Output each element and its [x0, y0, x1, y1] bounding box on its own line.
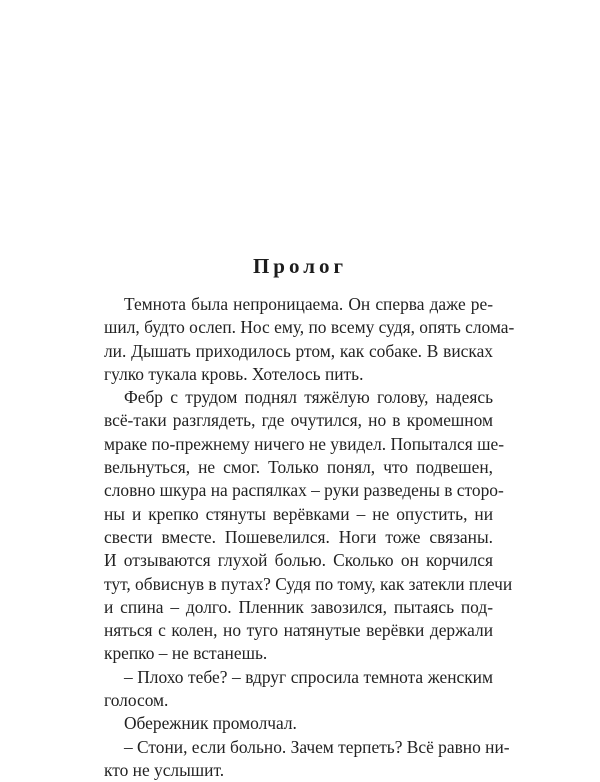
paragraph [104, 712, 493, 735]
text-line: крепко – не встанешь. [104, 643, 268, 664]
text-line: и спина – долго. Пленник завозился, пытаясь под- [104, 596, 493, 617]
text-line: тут, обвиснув в путах? Судя по тому, как затекли плечи [104, 573, 513, 594]
text-line: словно шкура на распялках – руки разведены в сторо- [104, 480, 504, 501]
text-line: Обережник промолчал. [124, 713, 297, 734]
text-line: шил, будто ослеп. Нос ему, по всему судя, опять слома- [104, 317, 515, 338]
paragraph [104, 666, 493, 713]
text-line: Фебр с трудом поднял тяжёлую голову, надеясь [124, 387, 493, 408]
text-line: вельнуться, не смог. Только понял, что подвешен, [104, 457, 493, 478]
paragraph [104, 736, 510, 782]
text-line: – Плохо тебе? – вдруг спросила темнота женским [124, 666, 493, 687]
text-line: Темнота была непроницаема. Он сперва даже ре- [124, 294, 493, 314]
text-line: всё-таки разглядеть, где очутился, но в кромешном [104, 410, 493, 431]
text-line: свести вместе. Пошевелился. Ноги тоже связаны. [104, 526, 493, 547]
paragraph [104, 386, 513, 666]
text-line: кто не услышит. [104, 759, 225, 780]
text-line: гулко тукала кровь. Хотелось пить. [104, 363, 364, 384]
chapter-title: Пролог [252, 254, 348, 278]
text-line: голосом. [104, 690, 169, 711]
text-line: ны и крепко стянуты верёвками – не опустить, ни [104, 503, 493, 524]
chapter-body [104, 293, 515, 782]
text-line: И отзываются глухой болью. Сколько он корчился [104, 550, 493, 571]
text-line: ли. Дышать приходилось ртом, как собаке. В висках [104, 340, 493, 361]
text-line: – Стони, если больно. Зачем терпеть? Всё равно ни- [124, 736, 510, 757]
text-line: няться с колен, но туго натянутые верёвки держали [104, 620, 493, 641]
text-line: мраке по-прежнему ничего не увидел. Попытался ше- [104, 433, 505, 454]
paragraph [104, 293, 515, 386]
